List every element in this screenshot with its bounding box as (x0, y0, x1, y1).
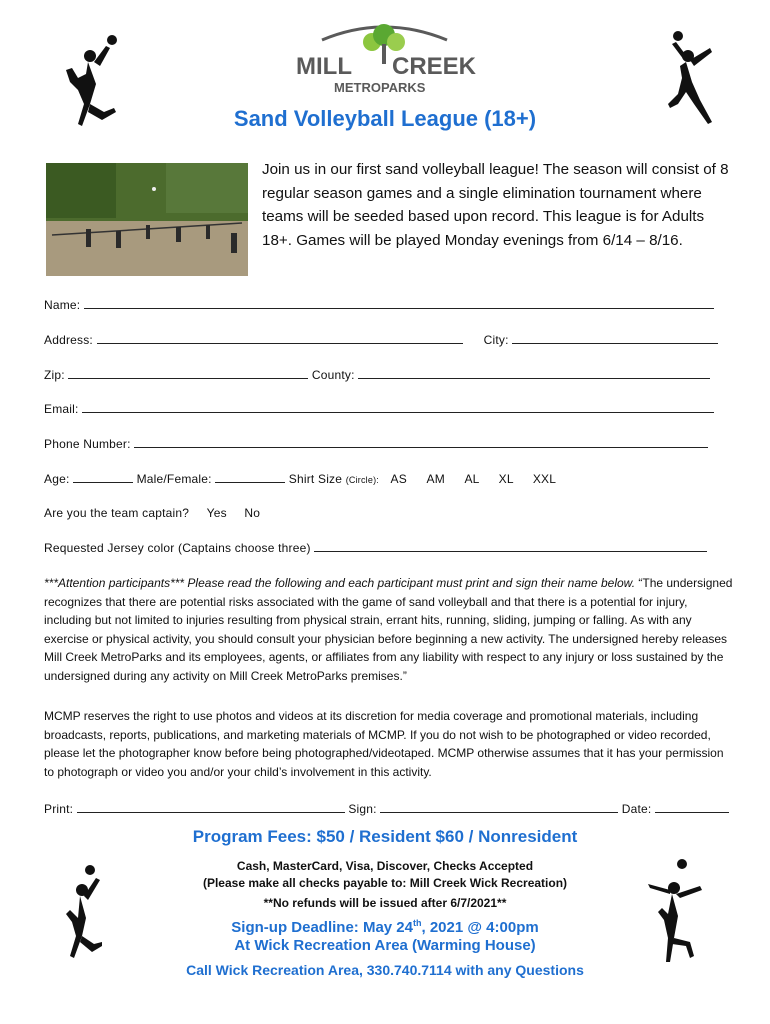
size-option-al[interactable]: AL (464, 472, 480, 486)
city-label: City: (483, 333, 509, 347)
jersey-label: Requested Jersey color (Captains choose three) (44, 541, 311, 555)
shirt-size-label: Shirt Size (288, 472, 343, 486)
svg-text:METROPARKS: METROPARKS (334, 80, 426, 95)
mill-creek-logo (292, 18, 477, 96)
phone-field[interactable] (134, 437, 708, 448)
svg-text:MILL: MILL (296, 53, 352, 80)
signature-row (44, 802, 729, 816)
date-label: Date: (621, 802, 652, 816)
captain-no-option[interactable]: No (244, 506, 261, 520)
deadline-text: Sign-up Deadline: May 24 (231, 919, 413, 936)
zip-field[interactable] (68, 368, 308, 379)
address-field-row (44, 333, 718, 347)
size-option-as[interactable]: AS (390, 472, 407, 486)
name-field[interactable] (84, 298, 714, 309)
print-field[interactable] (77, 802, 345, 813)
size-option-xxl[interactable]: XXL (532, 472, 557, 486)
sign-label: Sign: (348, 802, 377, 816)
intro-text: Join us in our first sand volleyball league! The season will consist of 8 regular season games and a single elimination tournament where teams will be seeded based upon record. This league is for Adults 18+. Games will be played Monday evenings from 6/14 – 8/16. (262, 161, 729, 249)
location-note: At Wick Recreation Area (Warming House) (234, 937, 536, 954)
phone-field-row (44, 437, 708, 451)
captain-yes-option[interactable]: Yes (206, 506, 227, 520)
address-label: Address: (44, 333, 93, 347)
size-option-xl[interactable]: XL (498, 472, 514, 486)
signup-deadline (0, 918, 770, 936)
deadline-sup: th (413, 918, 422, 928)
program-fees: Program Fees: $50 / Resident $60 / Nonresident (192, 827, 578, 846)
zip-county-row (44, 368, 710, 382)
payment-methods: Cash, MasterCard, Visa, Discover, Checks Accepted (236, 859, 534, 873)
captain-label: Are you the team captain? (44, 506, 190, 520)
svg-text:CREEK: CREEK (392, 53, 477, 80)
sign-field[interactable] (380, 802, 618, 813)
email-field-row (44, 402, 714, 416)
city-field[interactable] (512, 333, 718, 344)
print-label: Print: (44, 802, 74, 816)
waiver-lead: ***Attention participants*** Please read the following and each participant must print and sign their name below. (44, 576, 636, 590)
jersey-field[interactable] (314, 541, 707, 552)
email-field[interactable] (82, 402, 714, 413)
address-field[interactable] (97, 333, 463, 344)
date-field[interactable] (655, 802, 729, 813)
size-option-am[interactable]: AM (426, 472, 445, 486)
contact-note: Call Wick Recreation Area, 330.740.7114 with any Questions (186, 962, 584, 978)
payable-note: (Please make all checks payable to: Mill Creek Wick Recreation) (202, 876, 568, 890)
county-field[interactable] (358, 368, 710, 379)
name-label: Name: (44, 298, 81, 312)
age-shirt-row (44, 472, 556, 486)
captain-row (44, 506, 260, 520)
name-field-row (44, 298, 714, 312)
page-title: Sand Volleyball League (18+) (233, 106, 537, 131)
phone-label: Phone Number: (44, 437, 131, 451)
age-field[interactable] (73, 472, 133, 483)
media-release-text: MCMP reserves the right to use photos and videos at its discretion for media coverage and promotional materials, including broadcasts, reports, publications, and marketing materials of MCMP. If you do not wish to be photographed or video recorded, please let the photographer know before being photographed/videotaped. MCMP otherwise assumes that it has your permission to photograph or video you and/or your child’s involvement in this activity. (44, 709, 724, 779)
waiver-text (44, 574, 734, 686)
gender-label: Male/Female: (136, 472, 212, 486)
gender-field[interactable] (215, 472, 285, 483)
deadline-time: , 2021 @ 4:00pm (421, 919, 539, 936)
age-label: Age: (44, 472, 70, 486)
jersey-row (44, 541, 707, 555)
county-label: County: (311, 368, 355, 382)
refund-note: **No refunds will be issued after 6/7/2021** (263, 896, 507, 910)
volleyball-photo (46, 163, 248, 276)
waiver-body: “The undersigned recognizes that there are potential risks associated with the game of sand volleyball and that there is a potential for injury, including but not limited to injuries resulting from physical strain, errant hits, running, sliding, jumping or falling. As with any exercise or physical activity, you should consult your physician before beginning a new activity. The undersigned hereby releases Mill Creek MetroParks and its employees, agents, or affiliates from any liability with respect to any injury or loss sustained by the undersigned during any activity on Mill Creek MetroParks premises.” (44, 576, 733, 683)
circle-hint: (Circle): (345, 475, 379, 485)
zip-label: Zip: (44, 368, 65, 382)
email-label: Email: (44, 402, 79, 416)
